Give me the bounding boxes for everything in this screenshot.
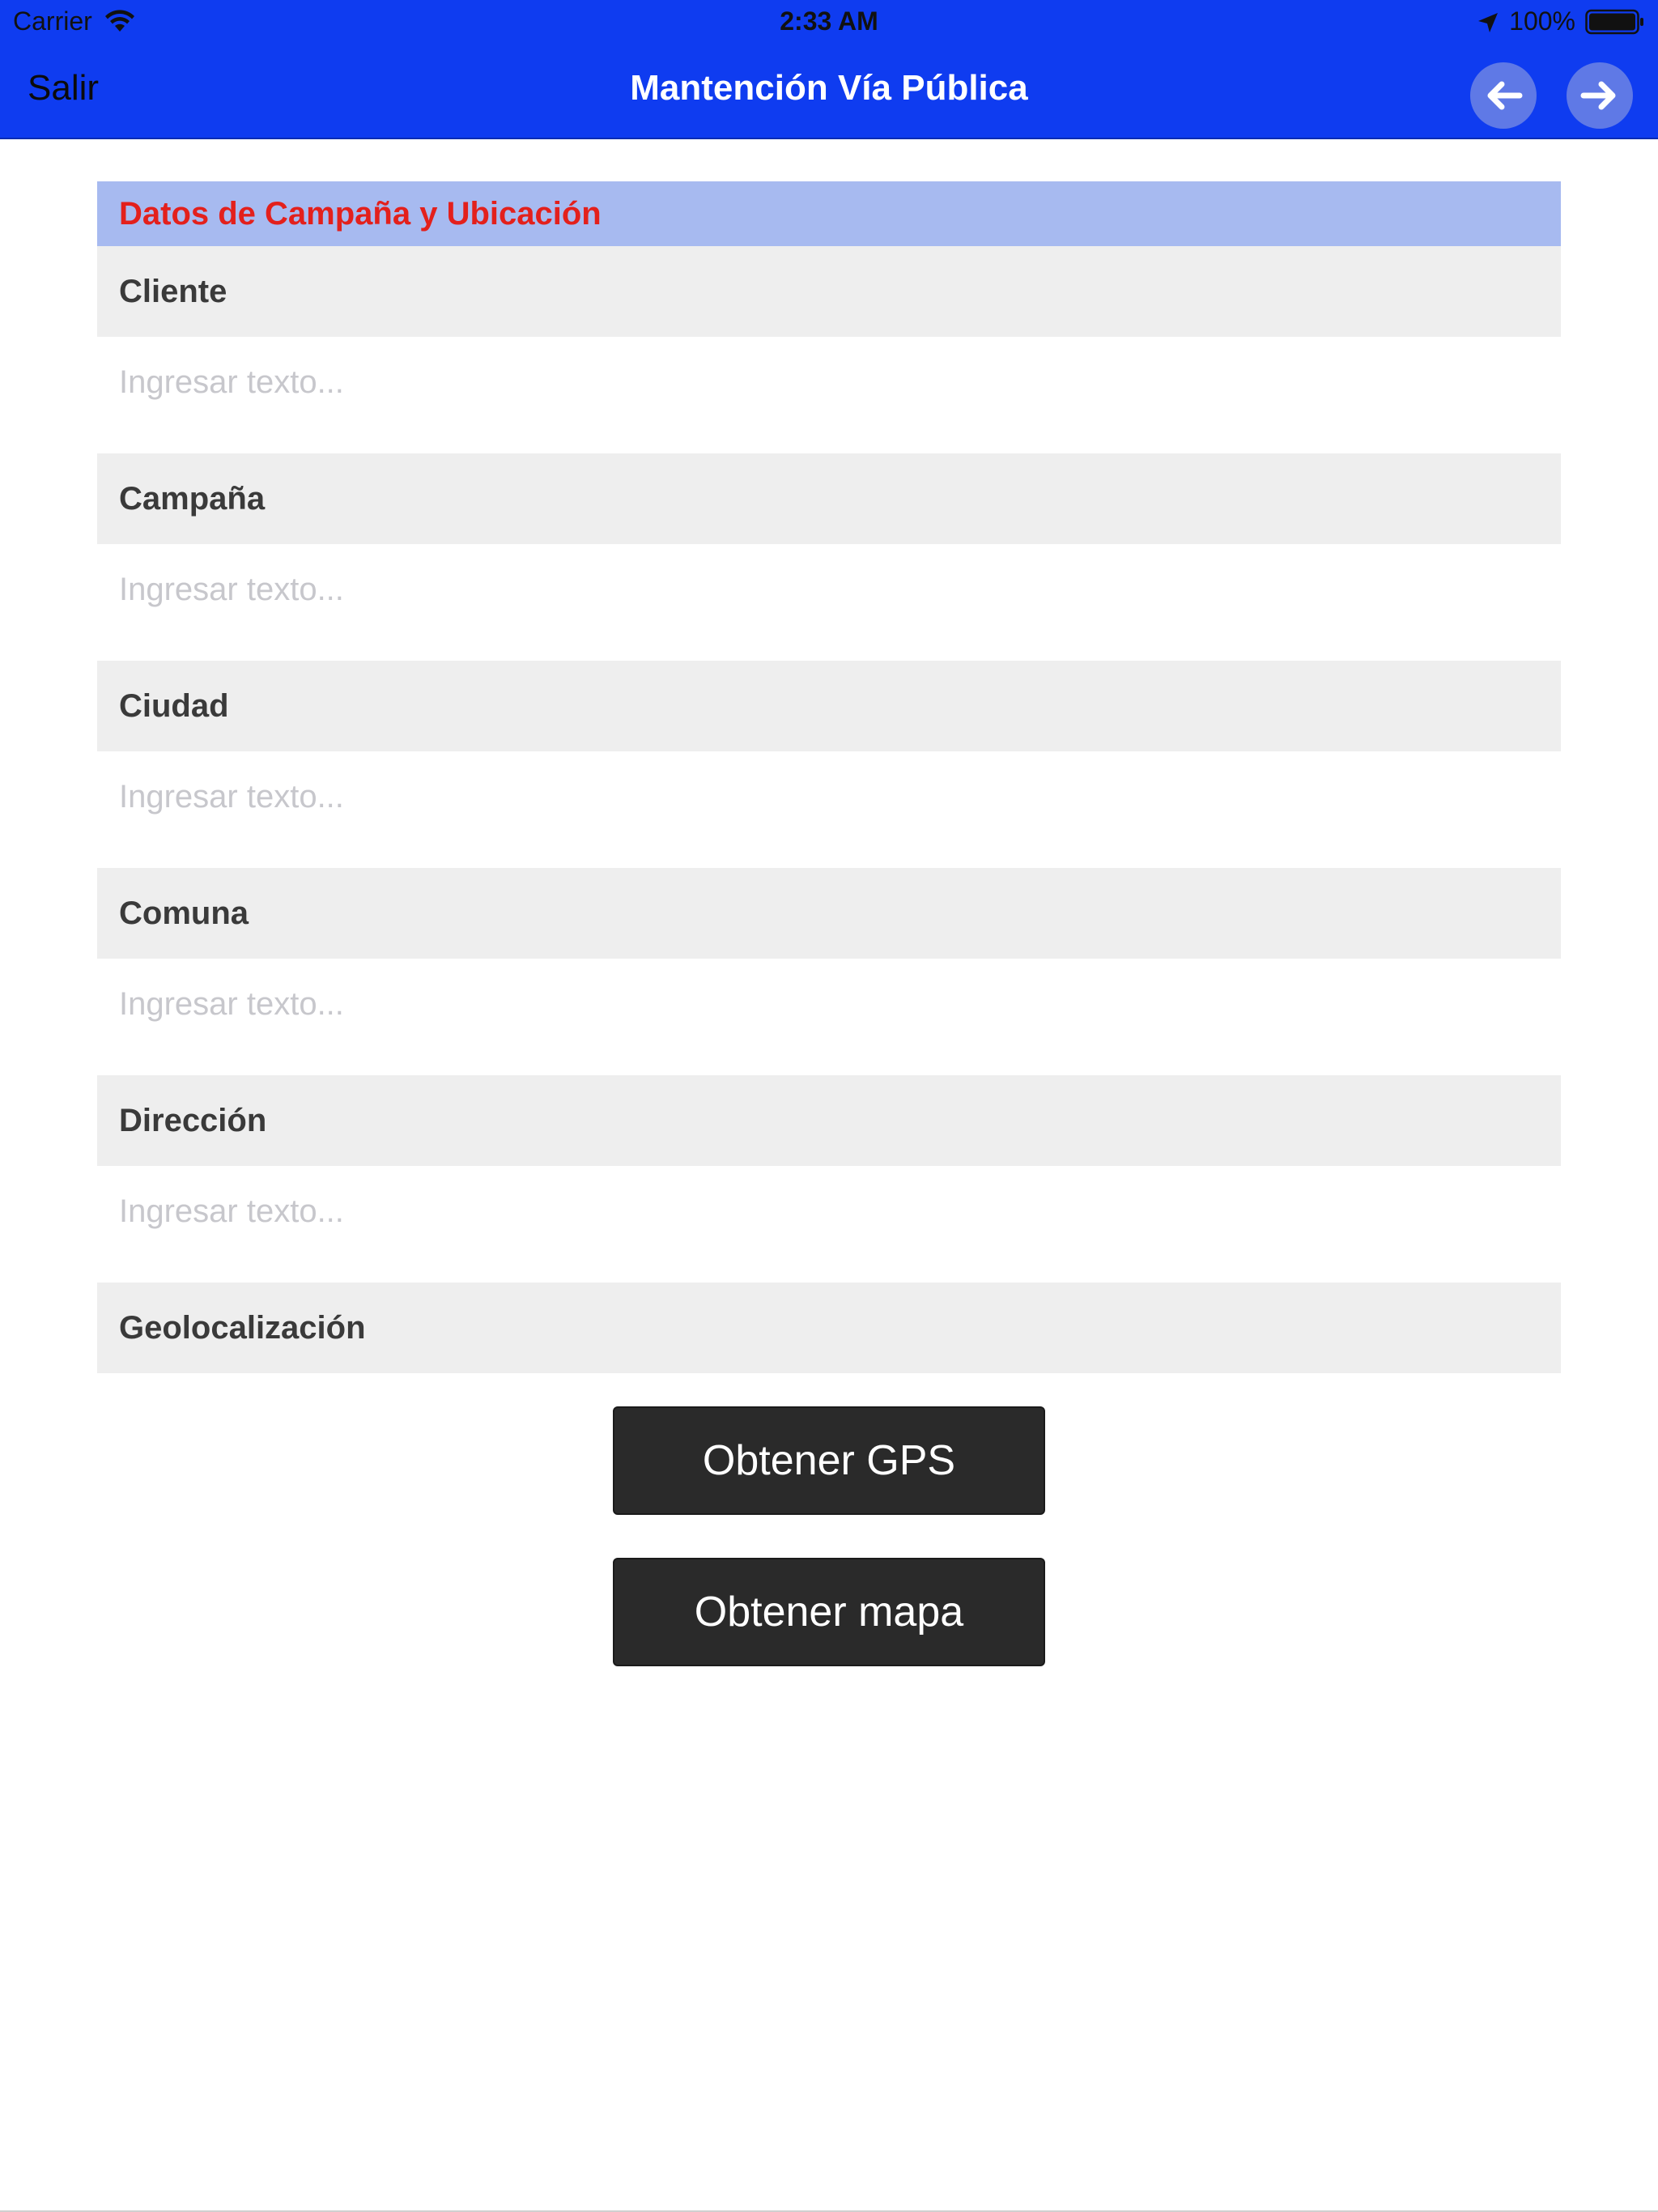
field-row-campana: [97, 544, 1561, 661]
field-row-direccion: [97, 1166, 1561, 1283]
field-row-comuna: [97, 959, 1561, 1075]
geolocation-actions: [613, 1406, 1045, 1666]
field-label-ciudad: Ciudad: [97, 661, 1561, 751]
field-label-geolocalizacion: Geolocalización: [97, 1283, 1561, 1373]
location-arrow-icon: [1477, 11, 1499, 33]
cliente-input[interactable]: [119, 364, 1539, 401]
get-map-button[interactable]: Obtener mapa: [613, 1558, 1045, 1666]
exit-button[interactable]: Salir: [28, 68, 100, 108]
status-bar: [0, 0, 1658, 45]
battery-percentage: 100%: [1509, 6, 1575, 36]
arrow-left-icon: [1484, 79, 1523, 112]
field-label-campana: Campaña: [97, 453, 1561, 544]
page-title: Mantención Vía Pública: [630, 68, 1028, 108]
next-button[interactable]: [1567, 62, 1633, 129]
arrow-right-icon: [1580, 79, 1619, 112]
battery-icon: [1585, 8, 1645, 36]
status-right-group: [1477, 6, 1645, 36]
field-label-comuna: Comuna: [97, 868, 1561, 959]
ciudad-input[interactable]: [119, 779, 1539, 815]
field-label-cliente: Cliente: [97, 246, 1561, 337]
get-gps-button[interactable]: Obtener GPS: [613, 1406, 1045, 1515]
section-header: Datos de Campaña y Ubicación: [97, 181, 1561, 246]
carrier-label: Carrier: [13, 6, 92, 36]
navigation-bar: [0, 45, 1658, 138]
campaign-location-form: [97, 181, 1561, 1373]
previous-button[interactable]: [1470, 62, 1537, 129]
campana-input[interactable]: [119, 572, 1539, 608]
field-row-cliente: [97, 337, 1561, 453]
direccion-input[interactable]: [119, 1193, 1539, 1230]
header: [0, 0, 1658, 139]
status-time: 2:33 AM: [780, 6, 878, 36]
field-label-direccion: Dirección: [97, 1075, 1561, 1166]
comuna-input[interactable]: [119, 986, 1539, 1023]
field-row-ciudad: [97, 751, 1561, 868]
